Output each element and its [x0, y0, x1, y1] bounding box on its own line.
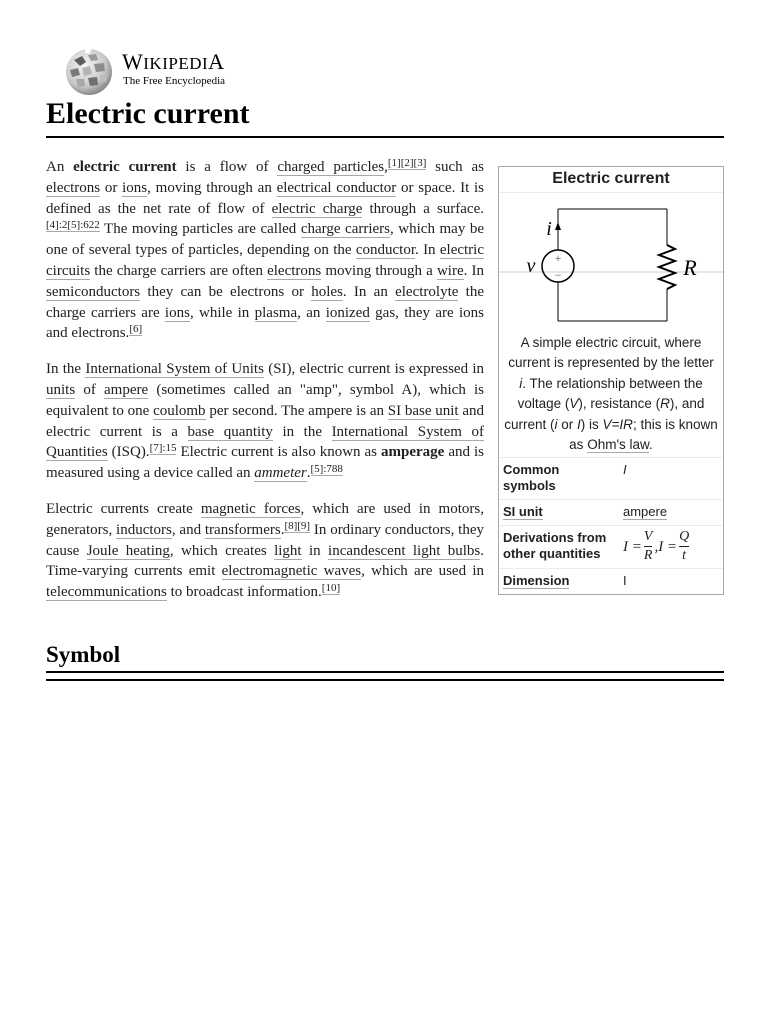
paragraph-effects: [46, 499, 484, 603]
text: . In an: [342, 283, 396, 300]
text: or space. It is defined as the net rate of flow of: [46, 179, 484, 217]
citation-text[interactable]: [1][2][3]: [387, 157, 427, 169]
text: such as: [426, 159, 484, 175]
paragraph-intro: [46, 157, 484, 344]
link-ampere[interactable]: ampere: [623, 504, 668, 520]
row-label: Derivations from other quantities: [503, 530, 607, 562]
link-transformers[interactable]: transformers: [204, 521, 281, 538]
resistance-label: R: [683, 255, 697, 280]
citation[interactable]: [388, 157, 426, 170]
section-divider: [46, 679, 724, 681]
caption-text: A simple electric circuit, where current is represented by the letter: [508, 335, 714, 371]
row-label: Common symbols: [503, 462, 560, 494]
link-ampere[interactable]: ampere: [104, 381, 149, 398]
caption-text: ), and current (: [504, 396, 705, 432]
text: , moving through an: [147, 179, 277, 196]
link-ohms-law[interactable]: Ohm's law: [587, 437, 650, 453]
denominator: t: [682, 548, 687, 564]
text: , which may be one of several types of particles, depending on the: [46, 221, 485, 259]
citation[interactable]: [46, 219, 100, 232]
bold-term: amperage: [381, 444, 445, 461]
section-heading-symbol: Symbol: [46, 642, 121, 667]
formula-lhs: I =: [623, 538, 642, 555]
citation-text[interactable]: [6]: [129, 323, 143, 336]
voltage-label: v: [526, 255, 536, 277]
wikipedia-globe-icon: [64, 46, 114, 96]
infobox: [498, 166, 724, 595]
formula-separator: ,: [654, 538, 659, 555]
derivation-formulas: [619, 526, 723, 568]
link-ions[interactable]: ions: [164, 304, 190, 321]
row-value: I: [623, 573, 627, 589]
citation-text[interactable]: [10]: [321, 582, 341, 595]
text: and electric current is a: [46, 402, 484, 440]
citation[interactable]: [129, 323, 142, 336]
text: Electric current is also known as: [176, 444, 382, 461]
link-joule-heating[interactable]: Joule heating: [86, 542, 170, 559]
article-body: [46, 157, 484, 618]
numerator: V: [643, 529, 653, 545]
text: is a flow of: [176, 159, 278, 175]
text: in: [301, 542, 329, 559]
text: .: [280, 521, 285, 538]
infobox-title: Electric current: [552, 170, 670, 187]
link-light[interactable]: light: [274, 542, 302, 559]
link-isq[interactable]: International System of Quantities: [46, 423, 484, 461]
text: In the: [46, 361, 86, 378]
link-plasma[interactable]: plasma: [254, 304, 298, 321]
citation[interactable]: [311, 463, 343, 476]
infobox-row-symbols: [499, 457, 723, 499]
link-si-unit[interactable]: SI unit: [503, 504, 543, 520]
text: Electric currents create: [46, 500, 201, 517]
link-coulomb[interactable]: coulomb: [153, 402, 206, 419]
infobox-row-dimension: [499, 568, 723, 594]
page-title: Electric current: [46, 97, 250, 130]
link-electric-circuits[interactable]: electric circuits: [46, 242, 485, 279]
text: in the: [272, 423, 332, 440]
text: moving through a: [321, 262, 437, 279]
text: . In: [463, 262, 485, 279]
link-ions[interactable]: ions: [122, 179, 148, 196]
plus-sign: +: [554, 251, 562, 265]
caption-text: or: [557, 416, 578, 432]
text: , which creates: [169, 542, 275, 559]
link-dimension[interactable]: Dimension: [503, 573, 570, 589]
text: .: [306, 465, 311, 482]
link-electrons[interactable]: electrons: [267, 262, 322, 279]
caption-text: ; this is known as: [569, 416, 718, 453]
link-electric-charge[interactable]: electric charge: [271, 200, 363, 217]
link-ionized[interactable]: ionized: [325, 304, 370, 321]
current-label: i: [546, 218, 552, 240]
link-electrolyte[interactable]: electrolyte: [395, 283, 459, 300]
link-si-base-unit[interactable]: SI base unit: [387, 402, 459, 419]
link-holes[interactable]: holes: [311, 283, 343, 300]
text: . In: [415, 242, 440, 259]
row-value: [619, 500, 723, 525]
text: (SI), electric current is expressed in: [263, 361, 484, 378]
text: the charge carriers are often: [90, 262, 268, 279]
link-telecommunications[interactable]: telecommunications: [46, 584, 167, 601]
link-units[interactable]: units: [46, 381, 76, 398]
infobox-row-derivations: [499, 525, 723, 568]
title-divider: [46, 136, 724, 138]
citation-text[interactable]: [5]:622: [67, 219, 100, 232]
caption-text: .: [649, 437, 653, 453]
text: , and: [171, 521, 205, 538]
text: In ordinary conductors, they cause: [46, 521, 485, 559]
link-charged-particles[interactable]: charged particles: [277, 159, 385, 175]
wikipedia-logo[interactable]: [64, 46, 244, 94]
symbol-value: I: [623, 462, 627, 478]
fraction-q-over-t: [679, 530, 689, 563]
text: , while in: [189, 304, 255, 321]
text: and is measured using a device called an: [46, 444, 484, 482]
circuit-diagram-svg: [499, 193, 723, 333]
denominator: R: [643, 548, 653, 564]
caption-italic: V: [569, 396, 579, 412]
bold-term: electric current: [73, 159, 177, 175]
wikipedia-tagline: The Free Encyclopedia: [123, 75, 226, 87]
caption-italic: I: [577, 416, 581, 432]
citation-text[interactable]: [7]:15: [149, 442, 177, 455]
text: ,: [384, 159, 388, 175]
numerator: Q: [679, 529, 690, 545]
paragraph-si-units: [46, 359, 484, 484]
text: , which are used in motors, generators,: [46, 500, 484, 538]
link-conductor[interactable]: conductor: [355, 242, 416, 259]
citation[interactable]: [284, 520, 310, 533]
caption-text: ) is: [580, 416, 603, 432]
link-electrical-conductor[interactable]: electrical conductor: [276, 179, 397, 196]
link-wire[interactable]: wire: [436, 262, 464, 279]
link-inductors[interactable]: inductors: [116, 521, 172, 538]
infobox-caption: [499, 333, 723, 457]
link-si[interactable]: International System of Units: [85, 361, 264, 378]
link-magnetic-forces[interactable]: magnetic forces: [200, 500, 301, 517]
caption-text: ), resistance (: [578, 396, 661, 412]
caption-italic: i: [554, 416, 558, 432]
text: to broadcast information.: [166, 584, 322, 601]
link-base-quantity[interactable]: base quantity: [187, 423, 273, 440]
text: An: [46, 159, 74, 175]
section-divider: [46, 671, 724, 673]
link-electrons[interactable]: electrons: [46, 179, 101, 196]
caption-italic: V=IR: [602, 416, 633, 432]
minus-sign: −: [554, 268, 562, 282]
text: the charge carriers are: [46, 283, 485, 321]
text: through a surface.: [362, 200, 484, 217]
caption-text: . The relationship between the voltage (: [517, 375, 703, 412]
caption-italic: R: [660, 396, 670, 412]
text: , which are used in: [361, 563, 484, 580]
formula-lhs: I =: [658, 538, 678, 555]
text: The moving particles are called: [99, 221, 301, 238]
caption-italic: i: [519, 375, 523, 391]
text: of: [75, 381, 105, 398]
text: . Time-varying currents emit: [46, 542, 485, 580]
fraction-bar: [679, 546, 689, 547]
citation[interactable]: [322, 582, 340, 595]
infobox-row-si-unit: [499, 499, 723, 525]
citation-text[interactable]: [5]:788: [310, 463, 343, 476]
text: or: [100, 179, 123, 196]
text: (ISQ).: [107, 444, 150, 461]
text: gas, they are ions and electrons.: [46, 304, 484, 342]
fraction-bar: [644, 546, 653, 547]
row-label: [499, 569, 619, 594]
citation-text[interactable]: [4]:2: [46, 219, 68, 232]
text: they can be electrons or: [140, 283, 312, 300]
text: per second. The ampere is an: [205, 402, 388, 419]
row-value: [619, 458, 723, 499]
link-semiconductors[interactable]: semiconductors: [46, 283, 141, 300]
citation-text[interactable]: [8][9]: [284, 519, 311, 532]
link-electromagnetic-waves[interactable]: electromagnetic waves: [221, 563, 362, 580]
circuit-diagram[interactable]: [499, 192, 723, 333]
text: (sometimes called an "amp", symbol A), which is equivalent to one: [46, 381, 484, 419]
fraction-v-over-r: [644, 530, 653, 563]
row-label: [499, 500, 619, 525]
link-ammeter[interactable]: ammeter: [254, 465, 307, 482]
wikipedia-wordmark: WIKIPEDIA: [122, 49, 225, 74]
link-charge-carriers[interactable]: charge carriers: [300, 221, 391, 238]
text: , an: [297, 304, 326, 321]
citation[interactable]: [150, 442, 177, 455]
link-incandescent-light-bulbs[interactable]: incandescent light bulbs: [328, 542, 481, 559]
